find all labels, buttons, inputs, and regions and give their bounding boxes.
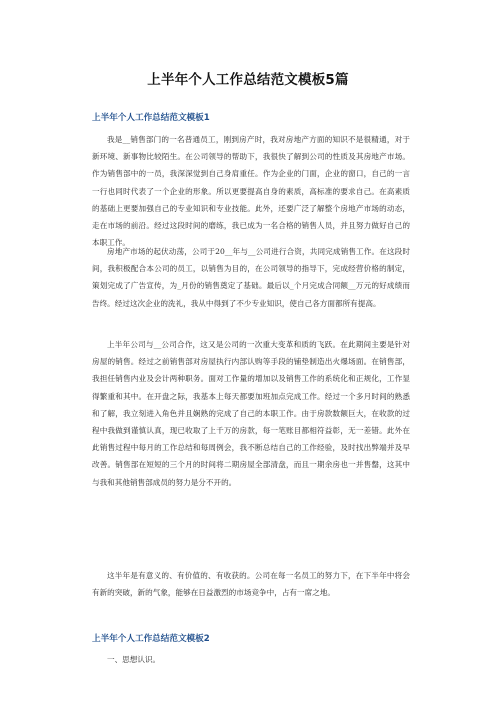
section-heading-2: 上半年个人工作总结范文模板2	[92, 634, 210, 644]
paragraph-2-1: 一、思想认识。	[107, 655, 161, 664]
document-title: 上半年个人工作总结范文模板5篇	[147, 72, 349, 88]
section-heading-1: 上半年个人工作总结范文模板1	[92, 113, 210, 123]
paragraph-1-1: 我是__销售部门的一名普通员工，刚到房产时，我对房地产方面的知识不是很精通，对于新环境、新事物比较陌生。在公司领导的帮助下，我很快了解到公司的性质及其房地产市场。作为销售部中的一员，我深深觉到自己身肩重任。作为企业的门面，企业的窗口，自己的一言一行也同时代表了一个企业的形象。所以更要提高自身的素质，高标准的要求自己。在高素质的基础上更要加强自己的专业知识和专业技能。此外，还要广泛了解整个房地产市场的动态，走在市场的前沿。经过这段时间的磨练，我已成为一名合格的销售人员，并且努力做好自己的本职工作。	[92, 135, 410, 248]
paragraph-1-2: 房地产市场的起伏动荡，公司于20__年与__公司进行合资，共同完成销售工作。在这段时间，我积极配合本公司的员工，以销售为目的，在公司领导的指导下，完成经营价格的制定，策划完成了广告宣传，为_月份的销售奠定了基础。最后以_个月完成合同额__万元的好成绩而告终。经过这次企业的洗礼，我从中得到了不少专业知识，使自己各方面都所有提高。	[92, 247, 410, 308]
paragraph-1-4: 这半年是有意义的、有价值的、有收获的。公司在每一名员工的努力下，在下半年中将会有新的突破，新的气象，能够在日益激烈的市场竞争中，占有一席之地。	[92, 571, 410, 598]
paragraph-1-3: 上半年公司与__公司合作，这又是公司的一次重大变革和质的飞跃。在此期间主要是针对房屋的销售。经过之前销售部对房屋执行内部认购等手段的铺垫制造出火爆场面。在销售部，我担任销售内业及会计两种职务。面对工作量的增加以及销售工作的系统化和正规化，工作显得繁重和其中。在开盘之际，我基本上每天都要加班加点完成工作。经过一个多月时间的熟悉和了解，我立刻进入角色并且娴熟的完成了自己的本职工作。由于房款数额巨大，在收款的过程中我做到谨慎认真，现已收取了上千万的房款，每一笔账目都相符益彰，无一差错。此外在此销售过程中每月的工作总结和每周例会，我不断总结自己的工作经验，及时找出弊端并及早改善。销售部在短短的三个月的时间将二期房屋全部清盘，而且一期余房也一并售罄，这其中与我和其他销售部成员的努力是分不开的。	[92, 340, 410, 487]
